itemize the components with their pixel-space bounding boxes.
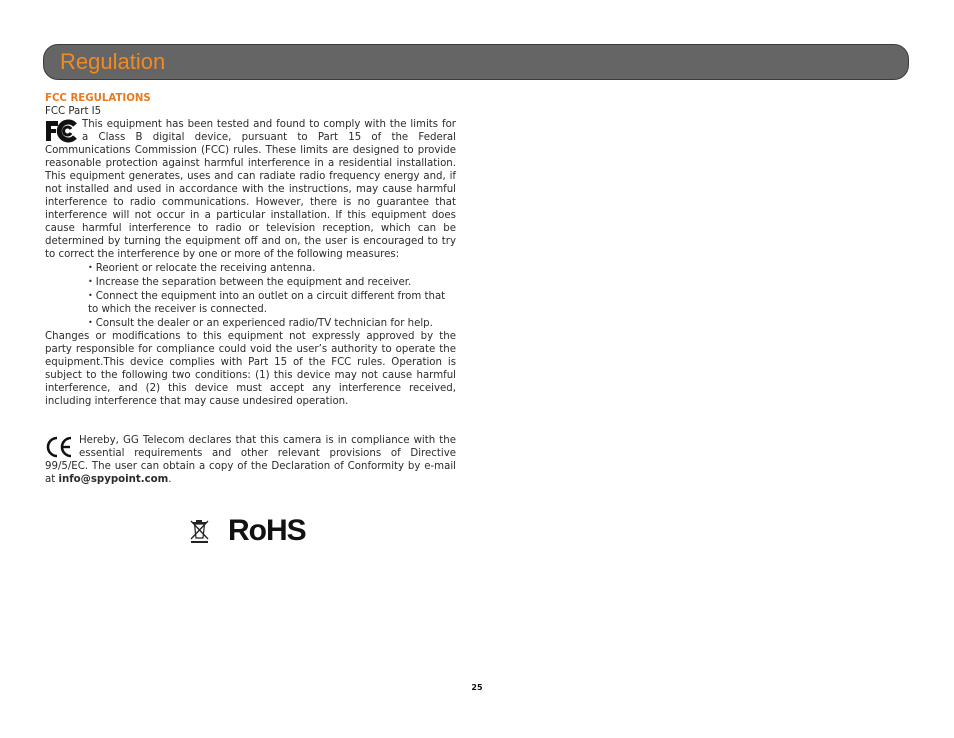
fcc-closing-text: Changes or modifications to this equipment not expressly approved by the party responsible for compliance could void the user’s authority to operate the equipment.This device complies with Part 15 of the FCC rules. Operation is subject to the following two conditions: (1) this device may not cause harmful interference, and (2) this device must accept any interference received, including interference that may cause undesired operation. — [45, 331, 456, 407]
section-banner — [43, 44, 909, 80]
fcc-block — [45, 118, 456, 261]
ce-mark-icon — [45, 435, 73, 459]
rohs-label: RoHS — [228, 514, 306, 547]
fcc-intro-text: This equipment has been tested and found to comply with the limits for a Class B digital device, pursuant to Part 15 of the Federal Communications Commission (FCC) rules. These limits are designed to provide reasonable protection against harmful interference in a residential installation. This equipment generates, uses and can radiate radio frequency energy and, if not installed and used in accordance with the instructions, may cause harmful interference to radio communications. However, there is no guarantee that interference will not occur in a particular installation. If this equipment does cause harmful interference to radio or television reception, which can be determined by turning the equipment off and on, the user is encouraged to try to correct the interference by one or more of the following measures: — [45, 119, 456, 260]
list-item: • Connect the equipment into an outlet on a circuit different from that to which the receiver is connected. — [88, 291, 446, 315]
ce-text — [45, 434, 456, 486]
list-item: • Reorient or relocate the receiving antenna. — [88, 263, 316, 274]
regulation-content — [45, 92, 456, 486]
ce-statement-end: . — [168, 474, 172, 485]
measure-text: Reorient or relocate the receiving antenna. — [95, 263, 316, 274]
measure-text: Connect the equipment into an outlet on a circuit different from that to which the receiver is connected. — [88, 291, 446, 315]
support-email: info@spypoint.com — [58, 474, 169, 485]
fcc-subheading: FCC Part I5 — [45, 106, 102, 117]
fcc-heading: FCC REGULATIONS — [45, 93, 151, 104]
crossed-bin-icon — [190, 518, 210, 544]
list-item: • Consult the dealer or an experienced radio/TV technician for help. — [88, 318, 433, 329]
list-item: • Increase the separation between the equipment and receiver. — [88, 277, 412, 288]
ce-statement: Hereby, GG Telecom declares that this camera is in compliance with the essential requirements and other relevant provisions of Directive 99/5/EC. The user can obtain a copy of the Declaration of Conformity by e-mail at — [45, 435, 456, 485]
ce-block — [45, 434, 456, 486]
measures-list — [45, 261, 456, 330]
page-title: Regulation — [60, 49, 166, 74]
fcc-logo-icon — [45, 119, 77, 143]
measure-text: Increase the separation between the equipment and receiver. — [95, 277, 412, 288]
measure-text: Consult the dealer or an experienced radio/TV technician for help. — [95, 318, 433, 329]
page-number: 25 — [471, 683, 483, 692]
